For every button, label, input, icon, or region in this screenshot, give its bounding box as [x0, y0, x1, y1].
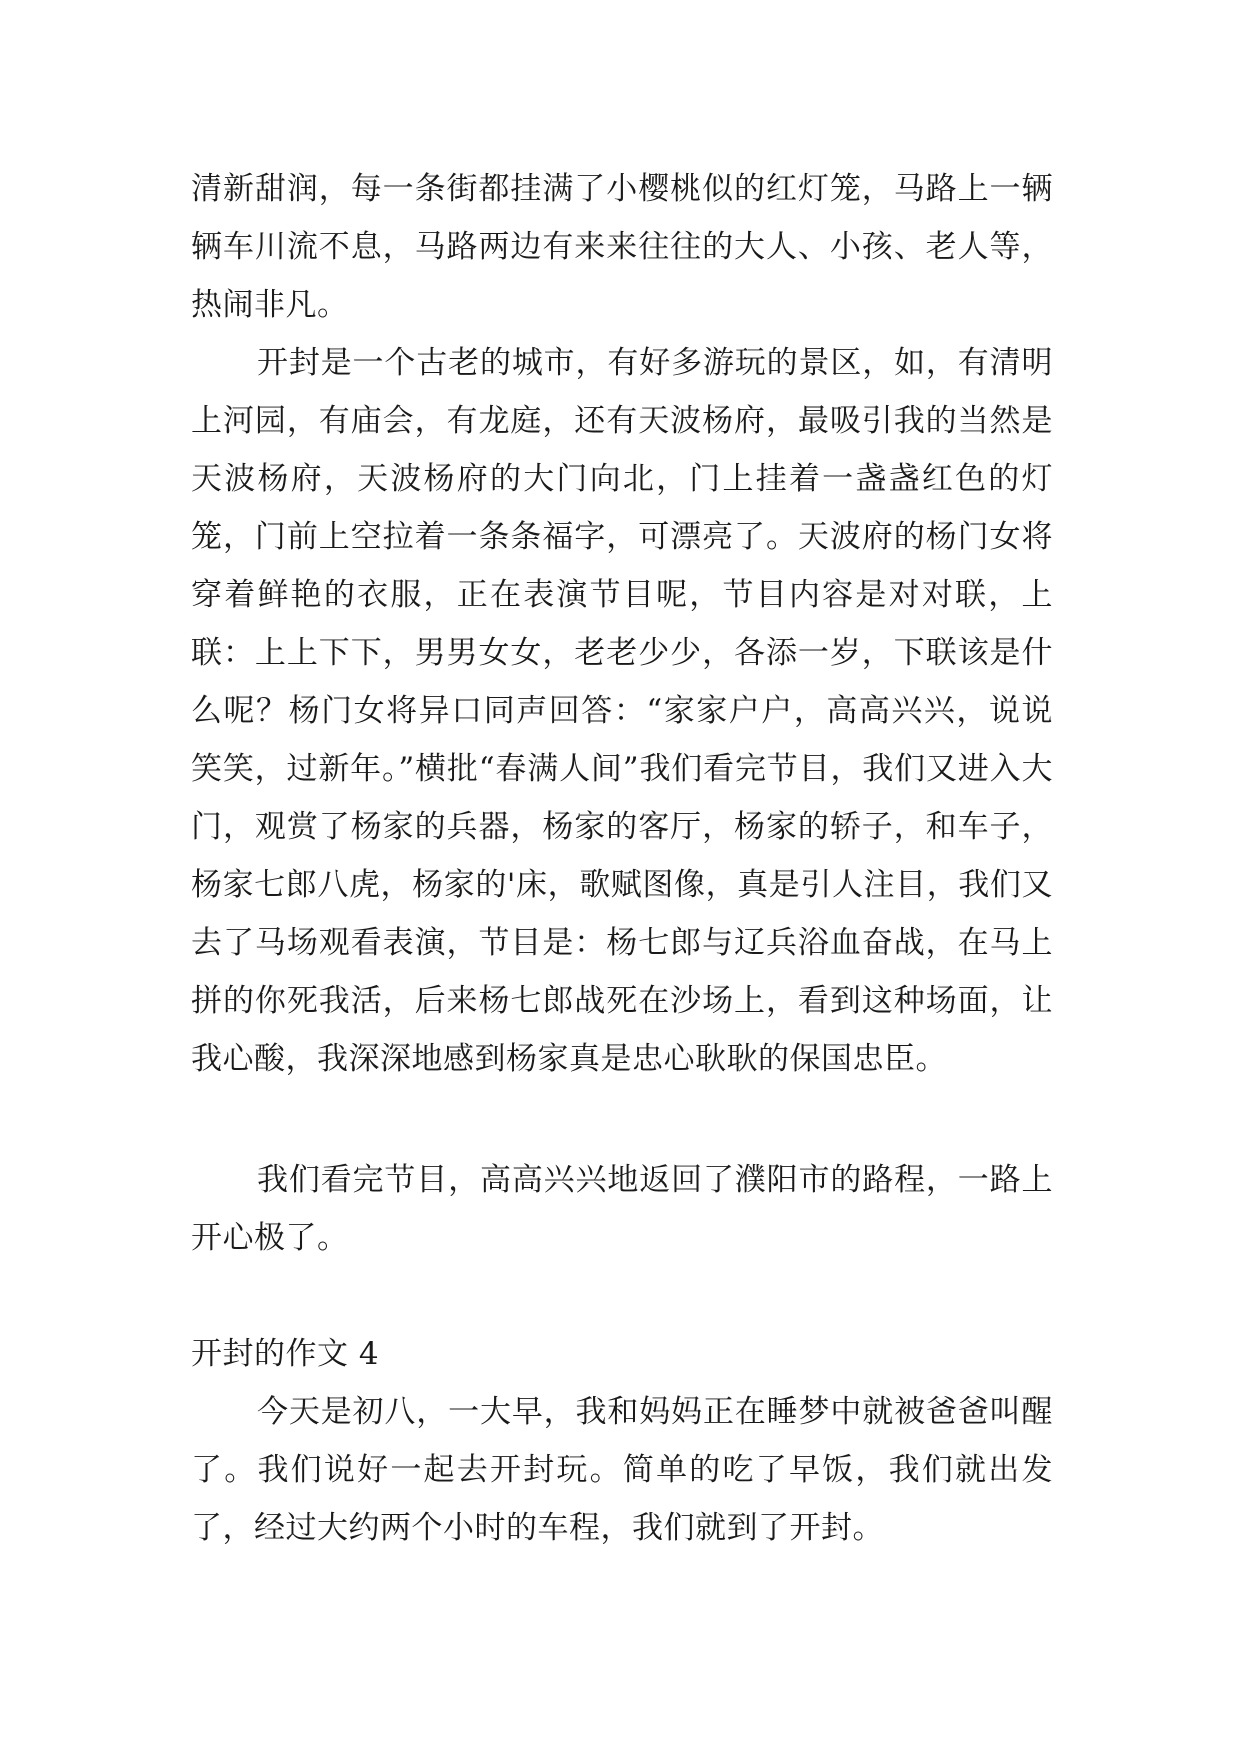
return-trip-paragraph-block — [191, 1151, 1053, 1267]
essay4-paragraph: 今天是初八，一大早，我和妈妈正在睡梦中就被爸爸叫醒了。我们说好一起去开封玩。简单的吃了早饭，我们就出发了，经过大约两个小时的车程，我们就到了开封。 — [191, 1394, 1053, 1546]
return-trip-paragraph: 我们看完节目，高高兴兴地返回了濮阳市的路程，一路上开心极了。 — [191, 1162, 1053, 1256]
continued-paragraph: 清新甜润，每一条街都挂满了小樱桃似的红灯笼，马路上一辆辆车川流不息，马路两边有来来往往的大人、小孩、老人等，热闹非凡。 — [191, 171, 1053, 323]
kaifeng-city-paragraph-block — [191, 334, 1053, 1088]
continued-paragraph-block — [191, 160, 1053, 334]
section-title: 开封的作文 4 — [191, 1336, 380, 1372]
kaifeng-city-paragraph: 开封是一个古老的城市，有好多游玩的景区，如，有清明上河园，有庙会，有龙庭，还有天波杨府，最吸引我的当然是天波杨府，天波杨府的大门向北，门上挂着一盏盏红色的灯笼，门前上空拉着一条条福字，可漂亮了。天波府的杨门女将穿着鲜艳的衣服，正在表演节目呢，节目内容是对对联，上联：上上下下，男男女女，老老少少，各添一岁，下联该是什么呢？杨门女将异口同声回答：“家家户户，高高兴兴，说说笑笑，过新年。”横批“春满人间”我们看完节目，我们又进入大门，观赏了杨家的兵器，杨家的客厅，杨家的轿子，和车子，杨家七郎八虎，杨家的'床，歌赋图像，真是引人注目，我们又去了马场观看表演，节目是：杨七郎与辽兵浴血奋战，在马上拼的你死我活，后来杨七郎战死在沙场上，看到这种场面，让我心酸，我深深地感到杨家真是忠心耿耿的保国忠臣。 — [191, 345, 1053, 1077]
essay4-paragraph-block — [191, 1383, 1053, 1557]
